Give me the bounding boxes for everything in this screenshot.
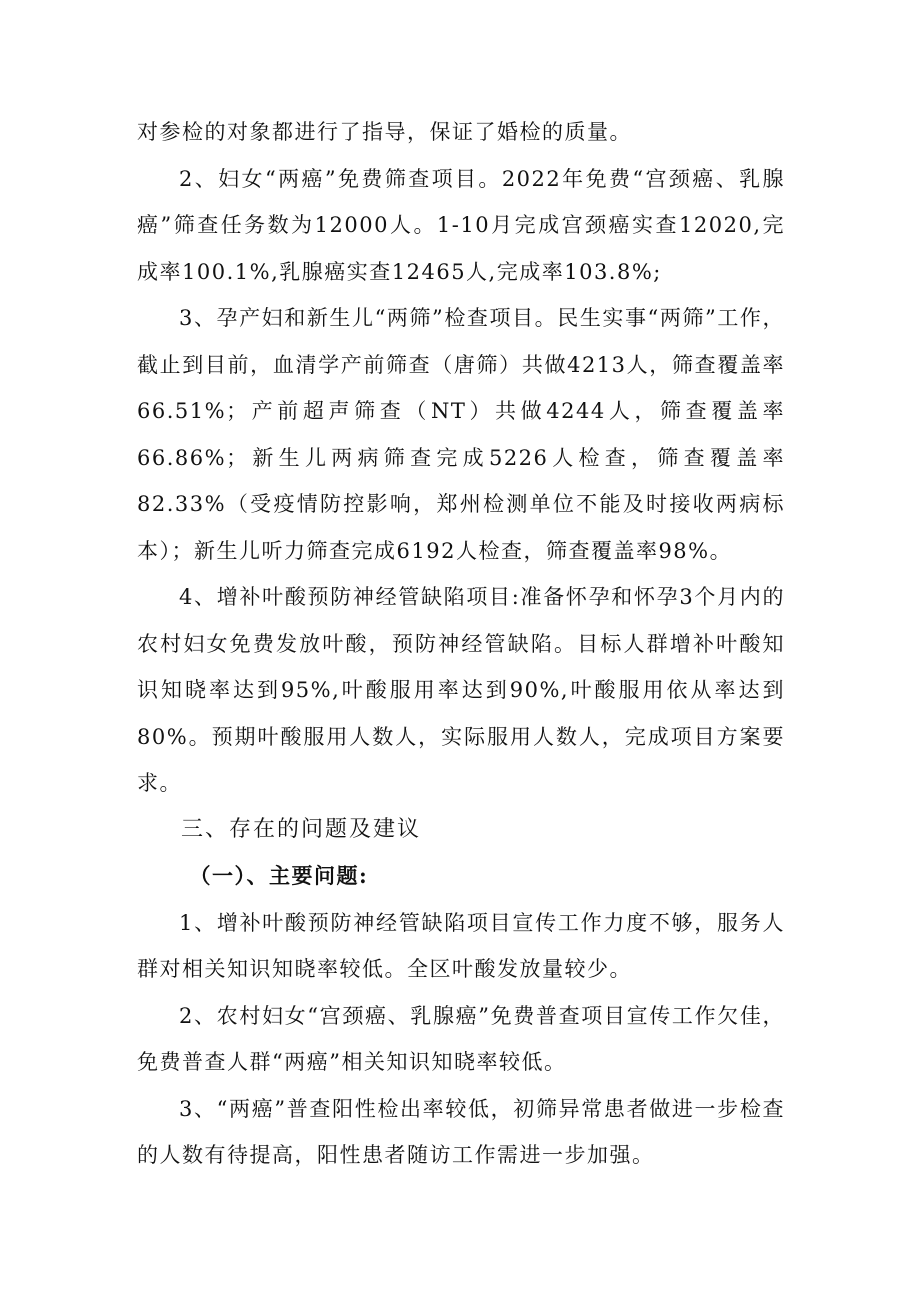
problem-item: 2、农村妇女“宫颈癌、乳腺癌”免费普查项目宣传工作欠佳，免费普查人群“两癌”相关知识知晓率较低。 xyxy=(137,1003,785,1074)
subsection-heading: （一）、主要问题: xyxy=(189,863,369,888)
paragraph-continuation: 对参检的对象都进行了指导，保证了婚检的质量。 xyxy=(137,120,632,144)
paragraph-two-screening-exams: 3、孕产妇和新生儿“两筛”检查项目。民生实事“两筛”工作，截止到目前，血清学产前筛查（唐筛）共做4213人，筛查覆盖率66.51%；产前超声筛查（NT）共做4244人，筛查覆盖率66.86%；新生儿两病筛查完成5226人检查，筛查覆盖率82.33%（受疫情防控影响，郑州检测单位不能及时接收两病标本）；新生儿听力筛查完成6192人检查，筛查覆盖率98%。 xyxy=(137,306,785,563)
paragraph-two-cancer-screening: 2、妇女“两癌”免费筛查项目。2022年免费“宫颈癌、乳腺癌”筛查任务数为12000人。1-10月完成宫颈癌实查12020,完成率100.1%,乳腺癌实查12465人,完成率103.8%; xyxy=(137,166,785,284)
problem-item: 1、增补叶酸预防神经管缺陷项目宣传工作力度不够，服务人群对相关知识知晓率较低。全区叶酸发放量较少。 xyxy=(137,910,785,981)
paragraph-folic-acid: 4、增补叶酸预防神经管缺陷项目:准备怀孕和怀孕3个月内的农村妇女免费发放叶酸，预防神经管缺陷。目标人群增补叶酸知识知晓率达到95%,叶酸服用率达到90%,叶酸服用依从率达到80%。预期叶酸服用人数人，实际服用人数人，完成项目方案要求。 xyxy=(137,585,785,795)
document-body xyxy=(137,109,785,1179)
problem-item: 3、“两癌”普查阳性检出率较低，初筛异常患者做进一步检查的人数有待提高，阳性患者随访工作需进一步加强。 xyxy=(137,1096,785,1167)
section-heading: 三、存在的问题及建议 xyxy=(181,816,422,842)
